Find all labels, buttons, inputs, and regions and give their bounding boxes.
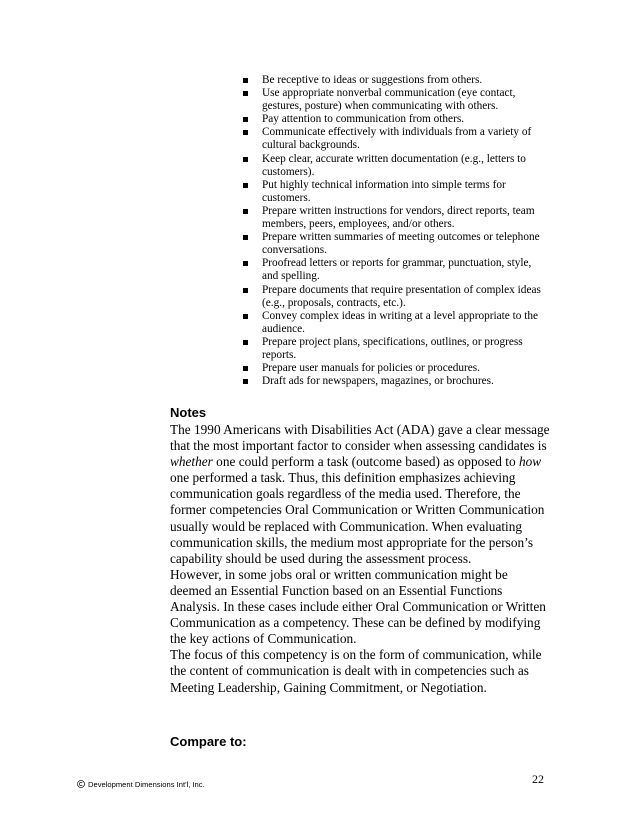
square-bullet-icon bbox=[243, 379, 248, 384]
notes-text: one could perform a task (outcome based) as opposed to bbox=[212, 454, 519, 470]
emphasis-whether: whether bbox=[170, 454, 213, 470]
list-item-text: Pay attention to communication from others. bbox=[262, 113, 465, 126]
square-bullet-icon bbox=[243, 288, 248, 293]
list-item bbox=[243, 179, 548, 205]
list-item-text: Proofread letters or reports for grammar, punctuation, style, and spelling. bbox=[262, 257, 532, 283]
square-bullet-icon bbox=[243, 261, 248, 266]
list-item bbox=[243, 375, 548, 388]
list-item bbox=[243, 153, 548, 179]
notes-text: The 1990 Americans with Disabilities Act (ADA) gave a clear message that the most important factor to consider when assessing candidates is bbox=[170, 422, 550, 454]
list-item-text: Prepare user manuals for policies or procedures. bbox=[262, 362, 481, 375]
list-item bbox=[243, 231, 548, 257]
list-item-text: Put highly technical information into simple terms for customers. bbox=[262, 178, 506, 204]
list-item bbox=[243, 310, 548, 336]
square-bullet-icon bbox=[243, 209, 248, 214]
compare-heading: Compare to: bbox=[170, 734, 247, 749]
copyright-icon bbox=[77, 780, 85, 788]
list-item-text: Communicate effectively with individuals from a variety of cultural backgrounds. bbox=[262, 126, 532, 152]
list-item bbox=[243, 336, 548, 362]
key-actions-list bbox=[243, 74, 548, 388]
list-item bbox=[243, 113, 548, 126]
list-item bbox=[243, 87, 548, 113]
list-item bbox=[243, 74, 548, 87]
list-item-text: Prepare documents that require presentation of complex ideas (e.g., proposals, contracts, etc.). bbox=[262, 283, 541, 309]
square-bullet-icon bbox=[243, 157, 248, 162]
square-bullet-icon bbox=[243, 235, 248, 240]
square-bullet-icon bbox=[243, 78, 248, 83]
notes-text: one performed a task. Thus, this definition emphasizes achieving communication goals regardless of the media used. Therefore, the former competencies Oral Communication or Written Communication usually would be replaced with Communication. When evaluating communication skills, the medium most appropriate for the person’s capability should be used during the assessment process. bbox=[170, 470, 545, 566]
list-item-text: Keep clear, accurate written documentation (e.g., letters to customers). bbox=[262, 152, 526, 178]
notes-paragraph-essential-function: However, in some jobs oral or written communication might be deemed an Essential Function based on an Essential Functions Analysis. In these cases include either Oral Communication or Written Communication as a competency. These can be defined by modifying the key actions of Communication. bbox=[170, 566, 546, 647]
list-item bbox=[243, 205, 548, 231]
list-item-text: Convey complex ideas in writing at a level appropriate to the audience. bbox=[262, 309, 539, 335]
square-bullet-icon bbox=[243, 340, 248, 345]
square-bullet-icon bbox=[243, 91, 248, 96]
notes-paragraph-ada bbox=[170, 422, 552, 567]
footer bbox=[77, 780, 205, 790]
square-bullet-icon bbox=[243, 183, 248, 188]
list-item bbox=[243, 284, 548, 310]
square-bullet-icon bbox=[243, 366, 248, 371]
notes-heading: Notes bbox=[170, 405, 207, 420]
list-item-text: Use appropriate nonverbal communication (eye contact, gestures, posture) when communicating with others. bbox=[262, 87, 516, 113]
square-bullet-icon bbox=[243, 130, 248, 135]
square-bullet-icon bbox=[243, 117, 248, 122]
square-bullet-icon bbox=[243, 314, 248, 319]
notes-paragraph-focus: The focus of this competency is on the form of communication, while the content of communication is dealt with in competencies such as Meeting Leadership, Gaining Commitment, or Negotiation. bbox=[170, 647, 542, 695]
emphasis-how: how bbox=[518, 454, 542, 470]
list-item bbox=[243, 362, 548, 375]
list-item-text: Be receptive to ideas or suggestions from others. bbox=[262, 74, 483, 86]
copyright-text: Development Dimensions Int'l, Inc. bbox=[88, 780, 205, 789]
list-item bbox=[243, 257, 548, 283]
list-item-text: Draft ads for newspapers, magazines, or brochures. bbox=[262, 375, 494, 388]
list-item bbox=[243, 126, 548, 152]
list-item-text: Prepare project plans, specifications, outlines, or progress reports. bbox=[262, 335, 523, 361]
notes-body bbox=[170, 422, 552, 696]
page-number: 22 bbox=[532, 772, 544, 786]
list-item-text: Prepare written instructions for vendors, direct reports, team members, peers, employees, and/or others. bbox=[262, 204, 535, 231]
list-item-text: Prepare written summaries of meeting outcomes or telephone conversations. bbox=[262, 231, 540, 257]
